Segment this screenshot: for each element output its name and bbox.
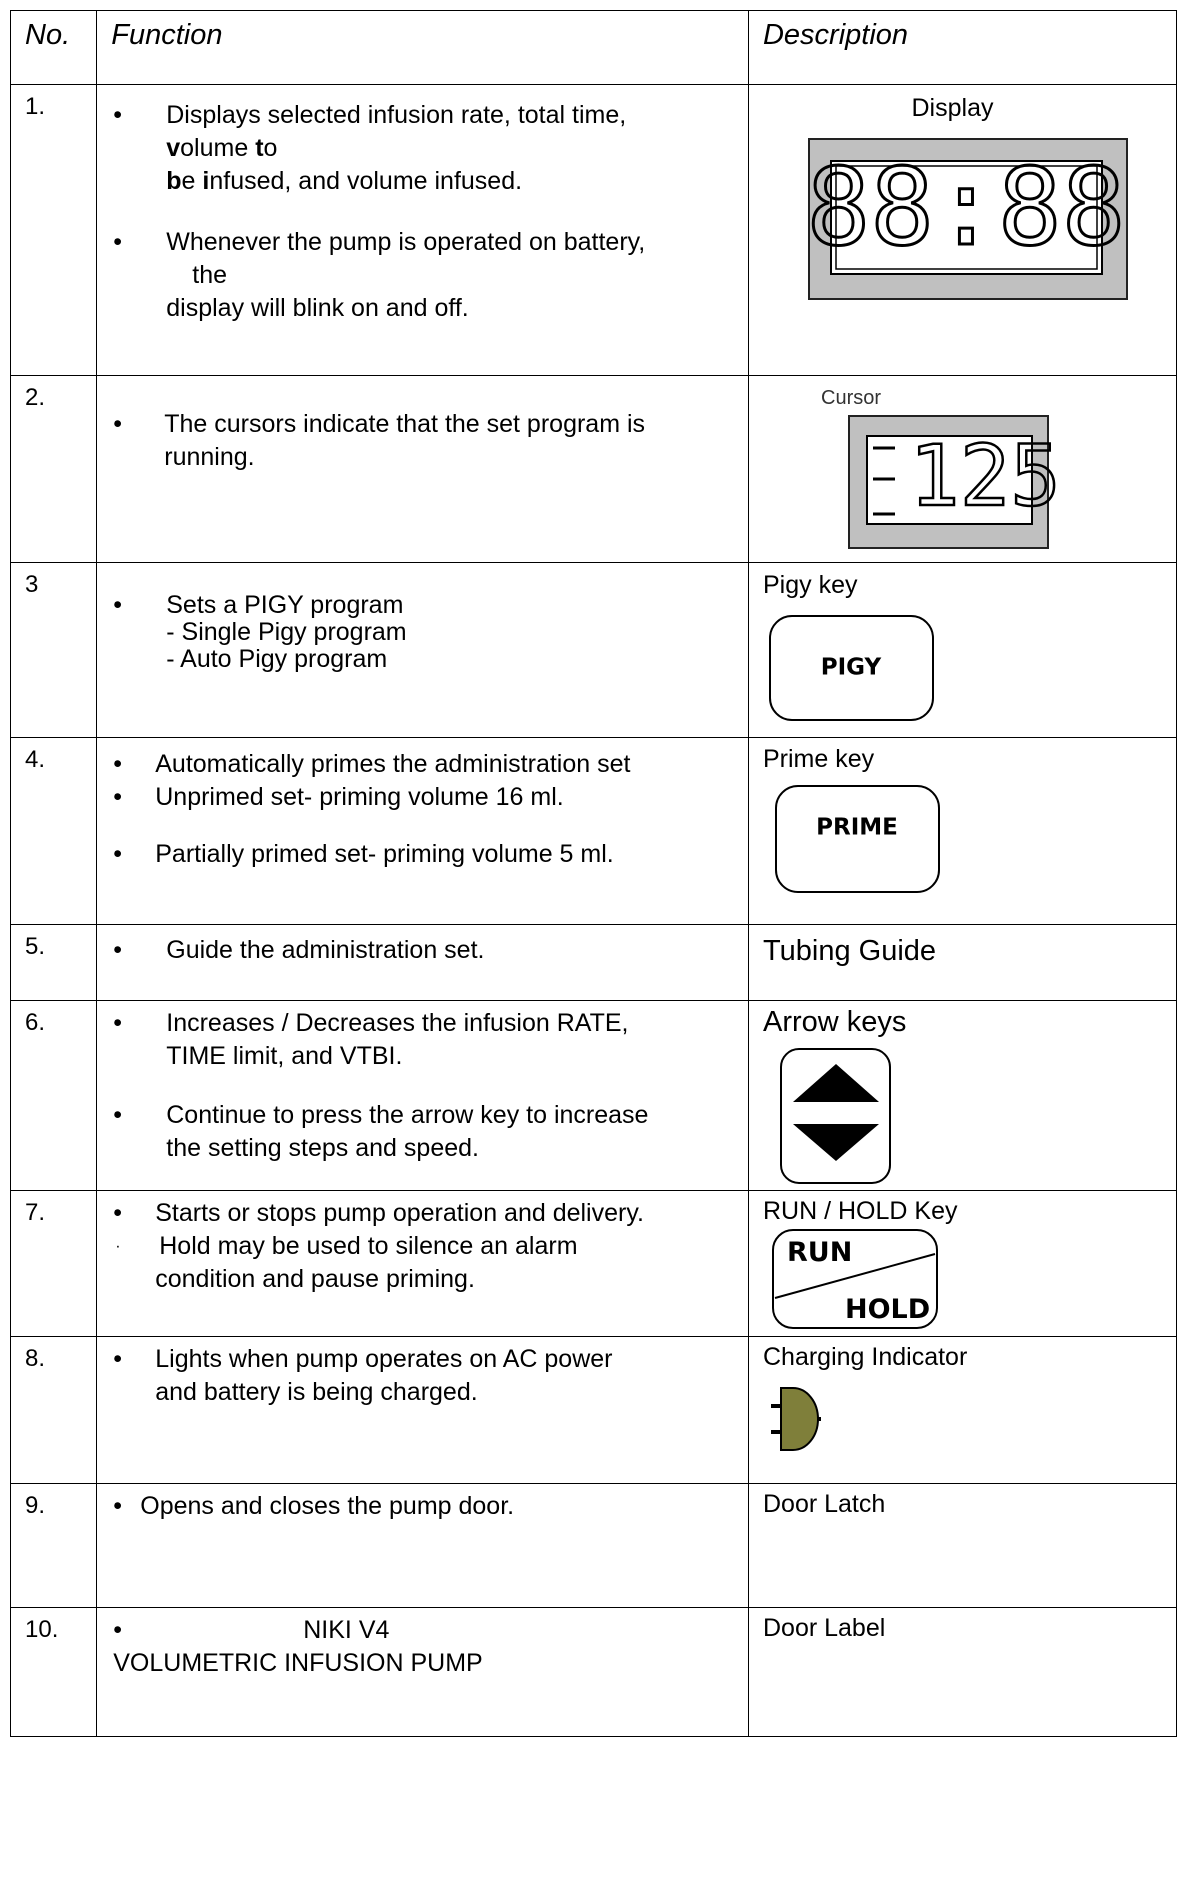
table-row [11, 376, 1177, 563]
table-row [11, 1001, 1177, 1191]
description-label: Pigy key [762, 571, 858, 599]
bullet-icon: • [113, 1199, 123, 1227]
charging-indicator-icon [771, 1388, 821, 1450]
row-number: 9. [11, 1484, 97, 1608]
description-label: Display [911, 94, 994, 122]
row-number: 7. [11, 1191, 97, 1337]
run-hold-key-image [749, 1226, 1176, 1332]
description-label: Prime key [762, 745, 875, 773]
bullet-icon: • [113, 1009, 123, 1037]
row-number: 2. [11, 376, 97, 563]
table-row [11, 85, 1177, 376]
bullet-item: • Partially primed set- priming volume 5 ml. [97, 838, 748, 871]
row-number: 6. [11, 1001, 97, 1191]
description-cell [748, 376, 1176, 563]
function-cell [97, 563, 749, 738]
description-cell [748, 1191, 1176, 1337]
function-cell [97, 1191, 749, 1337]
description-cell [748, 1001, 1176, 1191]
bullet-icon: • [113, 1616, 123, 1644]
bullet-item: • Whenever the pump is operated on battery, the display will blink on and off. [113, 228, 646, 322]
description-label: RUN / HOLD Key [762, 1197, 958, 1225]
header-no: No. [11, 11, 97, 85]
bullet-icon: • [113, 1101, 123, 1129]
svg-text:PIGY: PIGY [820, 654, 882, 681]
description-cell [748, 1484, 1176, 1608]
row-number: 4. [11, 738, 97, 925]
bullet-item: • Starts or stops pump operation and delivery. [97, 1197, 748, 1230]
cursor-label: Cursor [820, 387, 881, 409]
function-cell [97, 1608, 749, 1737]
description-cell [748, 85, 1176, 376]
function-cell [97, 1337, 749, 1484]
bullet-icon: • [113, 840, 123, 868]
header-function: Function [97, 11, 749, 85]
bullet-item: • Guide the administration set. [97, 934, 748, 967]
bullet-icon: • [113, 783, 123, 811]
table-header-row [11, 11, 1177, 85]
description-cell [748, 1608, 1176, 1737]
function-cell [97, 1484, 749, 1608]
bullet-icon: • [113, 750, 123, 778]
bullet-item: • The cursors indicate that the set program is running. [113, 410, 646, 471]
description-cell [748, 563, 1176, 738]
description-label: Door Latch [762, 1490, 886, 1518]
cursor-display-image [749, 376, 1176, 561]
row-number: 3 [11, 563, 97, 738]
function-cell [97, 738, 749, 925]
prime-key-image [749, 774, 1176, 909]
bullet-text: Displays selected infusion rate, total time, volume to [166, 101, 627, 162]
svg-text:HOLD: HOLD [844, 1294, 931, 1325]
arrow-keys-image [749, 1039, 1176, 1189]
display-digits: 125 [909, 426, 1061, 525]
function-cell [97, 376, 749, 563]
description-cell [748, 738, 1176, 925]
table-row [11, 738, 1177, 925]
bullet-icon: • [113, 591, 123, 619]
table-row [11, 1608, 1177, 1737]
bullet-icon: · [115, 1238, 121, 1255]
table-row [11, 1191, 1177, 1337]
bullet-icon: • [113, 228, 123, 256]
display-image [749, 123, 1176, 323]
header-description: Description [748, 11, 1176, 85]
svg-text:RUN: RUN [786, 1237, 853, 1268]
display-digits: 88:88 [806, 145, 1126, 269]
bullet-item: • Continue to press the arrow key to increase the setting steps and speed. [113, 1101, 649, 1162]
bullet-icon: • [113, 101, 123, 129]
bullet-item: • Automatically primes the administration set [97, 748, 748, 781]
bullet-item: • Increases / Decreases the infusion RATE, TIME limit, and VTBI. [113, 1009, 629, 1070]
svg-text:PRIME: PRIME [816, 814, 898, 841]
bullet-item: • Opens and closes the pump door. [97, 1490, 748, 1523]
bullet-item: • Unprimed set- priming volume 16 ml. [97, 781, 748, 814]
row-number: 1. [11, 85, 97, 376]
bullet-text-continued: be infused, and volume infused. [166, 167, 523, 195]
bullet-icon: • [113, 936, 123, 964]
description-label: Charging Indicator [762, 1343, 968, 1371]
row-number: 5. [11, 925, 97, 1001]
function-cell [97, 925, 749, 1001]
function-cell [97, 85, 749, 376]
table-row [11, 1484, 1177, 1608]
bullet-item: • NIKI V4 VOLUMETRIC INFUSION PUMP [113, 1616, 483, 1677]
table-row [11, 1337, 1177, 1484]
bullet-icon: • [113, 1492, 123, 1520]
description-cell [748, 1337, 1176, 1484]
charging-indicator-image [749, 1372, 1176, 1472]
description-cell [748, 925, 1176, 1001]
row-number: 8. [11, 1337, 97, 1484]
bullet-item [97, 99, 748, 198]
bullet-item: · Hold may be used to silence an alarm condition and pause priming. [115, 1232, 578, 1293]
description-label: Tubing Guide [762, 935, 937, 967]
function-cell [97, 1001, 749, 1191]
table-row [11, 925, 1177, 1001]
table-row [11, 563, 1177, 738]
description-label: Door Label [762, 1614, 886, 1642]
row-number: 10. [11, 1608, 97, 1737]
bullet-icon: • [113, 1345, 123, 1373]
function-table [10, 10, 1177, 1737]
bullet-item: • Sets a PIGY program - Single Pigy program - Auto Pigy program [113, 591, 407, 673]
bullet-item: • Lights when pump operates on AC power and battery is being charged. [113, 1345, 613, 1406]
bullet-icon: • [113, 410, 123, 438]
pigy-key-image [749, 600, 1176, 725]
description-label: Arrow keys [762, 1006, 907, 1038]
